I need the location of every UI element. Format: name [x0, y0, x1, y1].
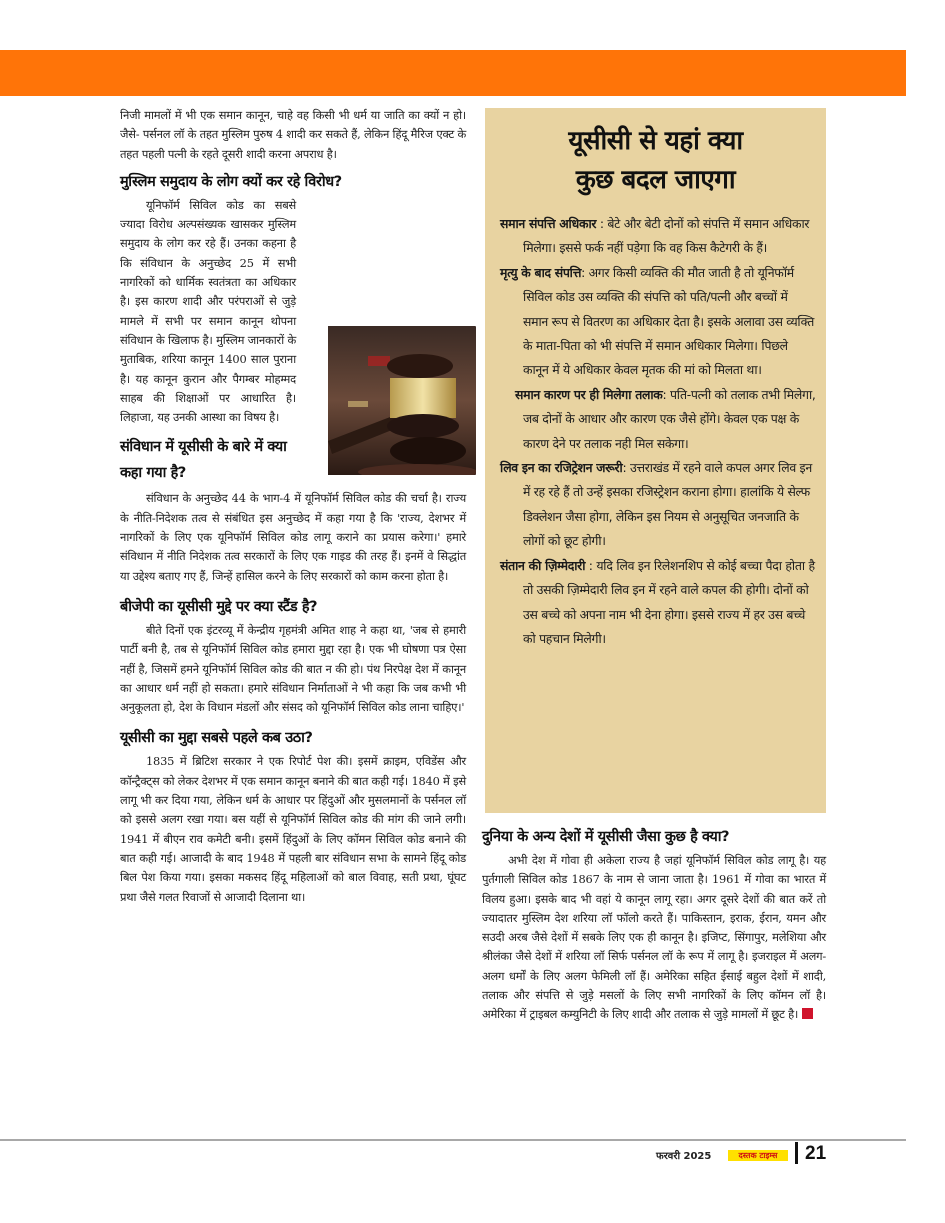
section-heading: मुस्लिम समुदाय के लोग क्यों कर रहे विरोध? — [120, 173, 342, 190]
issue-date: फरवरी 2025 — [656, 1151, 712, 1162]
page-number: 21 — [805, 1143, 827, 1164]
section-body-text: यूनिफॉर्म सिविल कोड का सबसे ज्यादा विरोध अल्पसंख्यक खासकर मुस्लिम समुदाय के लोग कर रहे हैं। उनका कहना है कि संविधान के अनुच्छेद 25 में सभी नागरिकों को धार्मिक स्वतंत्रता का अधिकार है। इस कारण शादी और परंपराओं से जुड़े मामले में सभी पर समान कानून थोपना संविधान के खिलाफ है। मुस्लिम जानकारों के मुताबिक, शरिया कानून 1400 साल पुराना है। यह कानून कुरान और पैगम्बर मोहम्मद साहब की शिक्षाओं पर आधारित है। लिहाजा, यह उनकी आस्था का विषय है। — [120, 197, 296, 425]
section-body: संविधान के अनुच्छेद 44 के भाग-4 में यूनिफॉर्म सिविल कोड की चर्चा है। राज्य के नीति-निदेशक तत्व से संबंधित इस अनुच्छेद में कहा गया है कि 'राज्य, देशभर में नागरिकों के लिए एक यूनिफॉर्म सिविल कोड लागू कराने का प्रयास करेगा।' हमारे संविधान में नीति निदेशक तत्व सरकारों के लिए एक गाइड की तरह हैं। इनमें वे सिद्धांत या उद्देश्य बताए गए हैं, जिन्हें हासिल करने के लिए सरकारों को काम करना होता है। — [120, 491, 466, 583]
top-color-bar — [0, 50, 906, 96]
box-item-text: : बेटे और बेटी दोनों को संपत्ति में समान अधिकार मिलेगा। इससे फर्क नहीं पड़ेगा कि वह किस कैटेगरी के हैं। — [523, 216, 810, 256]
end-mark-icon — [802, 1008, 813, 1019]
section-heading: यूसीसी का मुद्दा सबसे पहले कब उठा? — [120, 730, 313, 747]
right-column — [482, 826, 826, 1025]
box-title-line-1: यूसीसी से यहां क्या — [568, 126, 743, 156]
section-heading: दुनिया के अन्य देशों में यूसीसी जैसा कुछ है क्या? — [482, 829, 730, 845]
box-item-label: समान संपत्ति अधिकार — [500, 216, 597, 231]
box-item-label: संतान की ज़िम्मेदारी — [500, 557, 586, 573]
box-item — [485, 554, 826, 652]
publication-logo: दस्तक टाइम्स — [728, 1150, 788, 1161]
section-body — [482, 851, 826, 1025]
section-body-text: अभी देश में गोवा ही अकेला राज्य है जहां यूनिफॉर्म सिविल कोड लागू है। यह पुर्तगाली सिविल कोड 1867 के नाम से जाना जाता है। 1961 में गोवा का भारत में विलय हुआ। इसके बाद भी वहां ये कानून लागू रहा। अगर दूसरे देशों की बात करें तो ज्यादातर मुस्लिम देश शरिया लॉ फॉलो करते हैं। पाकिस्तान, इराक, ईरान, यमन और सउदी अरब जैसे देशों में सबके लिए एक ही कानून है। इजिप्ट, सिंगापुर, मलेशिया और श्रीलंका जैसे देशों में शरिया लॉ सिर्फ पर्सनल लॉ के रूप में लागू है। इजराइल में अलग-अलग धर्मों के लिए अलग फेमिली लॉ हैं। अमेरिका सहित ईसाई बहुल देशों में शादी, तलाक और संपत्ति से जुड़े मसलों के लिए सभी नागरिकों के लिए कॉमन लॉ है। अमेरिका में ट्राइबल कम्युनिटी के लिए शादी और तलाक से जुड़े मामलों में छूट है। — [482, 853, 826, 1022]
ucc-changes-box — [485, 108, 826, 813]
intro-paragraph: निजी मामलों में भी एक समान कानून, चाहे वह किसी भी धर्म या जाति का क्यों न हो। जैसे- पर्सनल लॉ के तहत मुस्लिम पुरुष 4 शादी कर सकते हैं, लेकिन हिंदू मैरिज एक्ट के तहत पहली पत्नी के रहते दूसरी शादी करना अपराध है। — [120, 108, 466, 161]
box-title-line-2: कुछ बदल जाएगा — [575, 165, 736, 195]
section-heading: बीजेपी का यूसीसी मुद्दे पर क्या स्टैंड है? — [120, 598, 318, 615]
box-item-text: : पति-पत्नी को तलाक तभी मिलेगा, जब दोनों के आधार और कारण एक जैसे होंगे। केवल एक पक्ष के कारण देने पर तलाक नही मिल सकेगा। — [523, 386, 816, 451]
box-item-list — [485, 212, 826, 651]
gavel-photo-icon — [302, 326, 476, 475]
section-heading: संविधान में यूसीसी के बारे में क्या कहा गया है? — [120, 439, 287, 482]
box-item-label: लिव इन का रजिट्रेशन जरूरी — [500, 460, 623, 476]
footer-separator — [795, 1142, 798, 1164]
box-item-text: : यदि लिव इन रिलेशनशिप से कोई बच्चा पैदा होता है तो उसकी ज़िम्मेदारी लिव इन में रहने वाले कपल की होगी। दोनों को उस बच्चे को अपना नाम भी देना होगा। इससे राज्य में हर उस बच्चे को पहचान मिलेगी। — [523, 557, 815, 646]
box-item — [485, 383, 826, 456]
section-body: बीते दिनों एक इंटरव्यू में केन्द्रीय गृहमंत्री अमित शाह ने कहा था, 'जब से हमारी पार्टी बनी है, तब से यूनिफॉर्म सिविल कोड हमारा मुद्दा रहा है। एक भी घोषणा पत्र ऐसा नहीं है, जिसमें हमने यूनिफॉर्म सिविल कोड की बात न की हो। पंथ निरपेक्ष देश में कानून का आधार धर्म नहीं हो सकता। हमारे संविधान निर्माताओं ने भी कहा कि जब कभी भी अनुकूलता हो, देश के विधान मंडलों और संसद को यूनिफॉर्म सिविल कोड लाना चाहिए।' — [120, 622, 466, 715]
box-item — [485, 456, 826, 554]
footer-divider — [0, 1139, 906, 1141]
box-title — [485, 122, 826, 200]
box-item-label: मृत्यु के बाद संपत्ति — [500, 264, 582, 280]
box-item-text: : अगर किसी व्यक्ति की मौत जाती है तो यूनिफॉर्म सिविल कोड उस व्यक्ति की संपत्ति को पति/पत्नी और बच्चों में समान रूप से वितरण का अधिकार देता है। इसके अलावा उस व्यक्ति के माता-पिता को भी संपत्ति में समान अधिकार मिलेगा। पिछले कानून में ये अधिकार केवल मृतक की मां को मिलता था। — [523, 264, 815, 378]
section-body — [120, 196, 466, 428]
left-column — [120, 106, 466, 907]
box-item — [485, 261, 826, 383]
box-item-label: समान कारण पर ही मिलेगा तलाक — [515, 386, 663, 402]
box-item — [485, 212, 826, 261]
section-body: 1835 में ब्रिटिश सरकार ने एक रिपोर्ट पेश की। इसमें क्राइम, एविडेंस और कॉन्ट्रैक्ट्स को लेकर देशभर में एक समान कानून बनाने की बात कही गई। 1840 में इसे लागू भी कर दिया गया, लेकिन धर्म के आधार पर हिंदुओं और मुसलमानों के पर्सनल लॉ को इससे अलग रखा गया। बस यहीं से यूनिफॉर्म सिविल कोड की मांग की जाने लगी। 1941 में बीएन राव कमेटी बनी। इसमें हिंदुओं के लिए कॉमन सिविल कोड बनाने की बात कही गई। आजादी के बाद 1948 में पहली बार संविधान सभा के सामने हिंदू कोड बिल पेश किया गया। इसका मकसद हिंदू महिलाओं को बाल विवाह, सती प्रथा, घूंघट प्रथा जैसे गलत रिवाजों से आजादी दिलाना था। — [120, 754, 466, 904]
box-item-text: : उत्तराखंड में रहने वाले कपल अगर लिव इन में रह रहे हैं तो उन्हें इसका रजिस्ट्रेशन कराना होगा। हालांकि ये सेल्फ डिक्लेशन जैसा होगा, लेकिन इस नियम से अनुसूचित जनजाति के लोगों को छूट होगी। — [523, 460, 812, 549]
